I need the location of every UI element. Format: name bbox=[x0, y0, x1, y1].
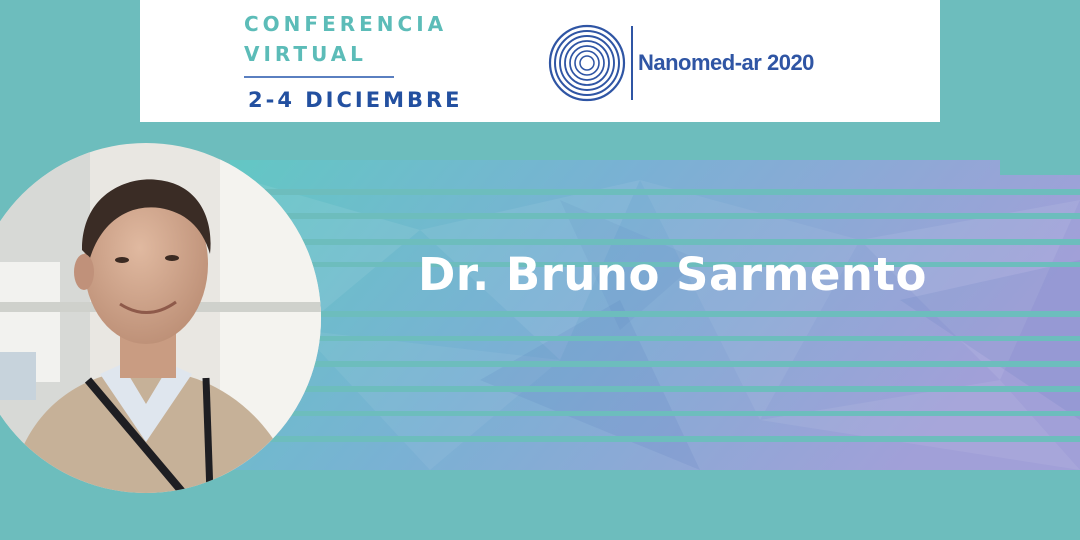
conference-header bbox=[140, 0, 940, 122]
logo-wordmark: Nanomed-ar 2020 bbox=[638, 50, 814, 75]
concentric-rings-icon bbox=[548, 24, 626, 102]
speaker-name: Dr. Bruno Sarmento bbox=[418, 248, 927, 301]
logo-divider bbox=[631, 26, 633, 100]
title-divider bbox=[244, 76, 394, 78]
conference-title-line-1: CONFERENCIA bbox=[244, 12, 448, 36]
speaker-portrait bbox=[0, 142, 322, 494]
conference-dates: 2-4 DICIEMBRE bbox=[248, 88, 463, 112]
conference-title-line-2: VIRTUAL bbox=[244, 42, 367, 66]
